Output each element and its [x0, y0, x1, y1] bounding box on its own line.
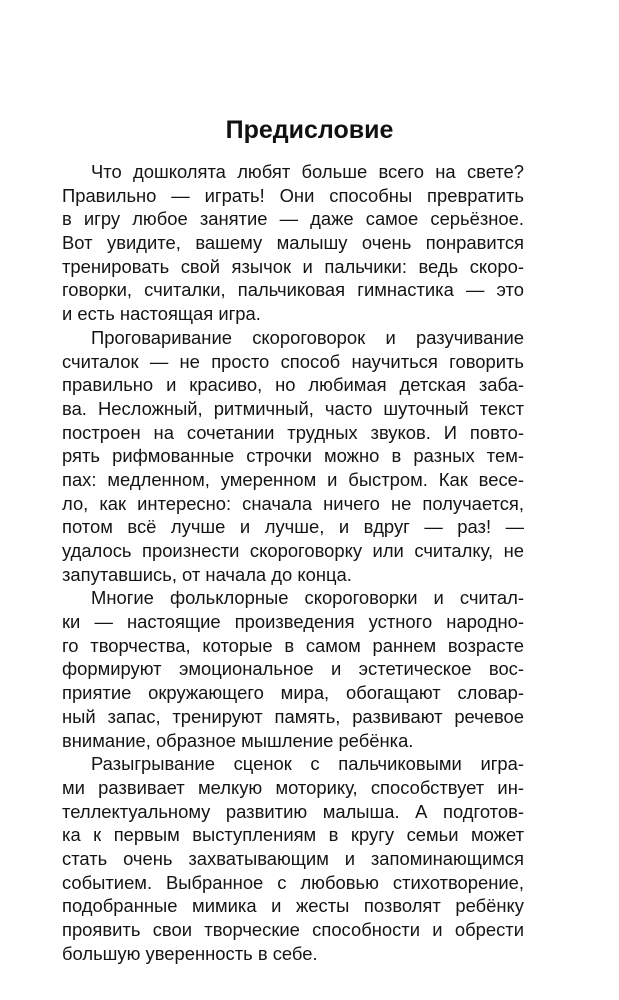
text-line: говорки, считалки, пальчиковая гимнастика — это — [62, 279, 524, 301]
text-line: пах: медленном, умеренном и быстром. Как весе- — [62, 468, 524, 490]
paragraph — [62, 752, 524, 965]
paragraph — [62, 326, 524, 587]
text-line: Вот увидите, вашему малышу очень понравится — [62, 232, 524, 254]
text-line: приятие окружающего мира, обогащают словар- — [62, 682, 524, 704]
text-line: подобранные мимика и жесты позволят ребёнку — [62, 895, 524, 917]
text-line: в игру любое занятие — даже самое серьёзное. — [62, 208, 524, 230]
text-line: ло, как интересно: сначала ничего не получается, — [62, 492, 524, 514]
text-line: ки — настоящие произведения устного народно- — [62, 611, 524, 633]
text-line: тренировать свой язычок и пальчики: ведь скоро- — [62, 255, 524, 277]
text-line: ный запас, тренируют память, развивают речевое — [62, 705, 524, 727]
text-line: Проговаривание скороговорок и разучивание — [91, 326, 524, 348]
text-line: запутавшись, от начала до конца. — [62, 563, 352, 585]
text-line: стать очень захватывающим и запоминающимся — [62, 847, 524, 869]
text-line: Что дошколята любят больше всего на свете? — [91, 161, 524, 182]
text-line: потом всё лучше и лучше, и вдруг — раз! — — [62, 516, 524, 538]
text-line: теллектуальному развитию малыша. А подготов- — [62, 800, 524, 822]
text-line: удалось произнести скороговорку или считалку, не — [62, 540, 524, 561]
text-line: считалок — не просто способ научиться говорить — [62, 350, 524, 372]
text-line: Правильно — играть! Они способны превратить — [62, 184, 524, 206]
text-line: проявить свои творческие способности и обрести — [62, 919, 524, 940]
text-line: Многие фольклорные скороговорки и считал- — [91, 587, 524, 609]
text-line: рять рифмованные строчки можно в разных тем- — [62, 445, 524, 467]
text-line: большую уверенность в себе. — [62, 942, 318, 964]
text-line: го творчества, которые в самом раннем возрасте — [62, 634, 524, 656]
page-title: Предисловие — [225, 116, 394, 144]
paragraph — [62, 586, 524, 752]
paragraph — [62, 160, 524, 326]
text-line: правильно и красиво, но любимая детская заба- — [62, 374, 524, 396]
text-line: ми развивает мелкую моторику, способствует ин- — [62, 776, 524, 798]
text-line: ва. Несложный, ритмичный, часто шуточный текст — [62, 397, 524, 419]
text-line: построен на сочетании трудных звуков. И повто- — [62, 421, 524, 443]
text-line: внимание, образное мышление ребёнка. — [62, 729, 414, 751]
text-line: ка к первым выступлениям в кругу семьи может — [62, 824, 524, 846]
text-line: событием. Выбранное с любовью стихотворение, — [62, 871, 524, 893]
text-line: Разыгрывание сценок с пальчиковыми игра- — [91, 753, 524, 775]
text-line: и есть настоящая игра. — [62, 303, 261, 325]
text-line: формируют эмоциональное и эстетическое вос- — [62, 658, 524, 680]
preface-body — [62, 160, 524, 965]
